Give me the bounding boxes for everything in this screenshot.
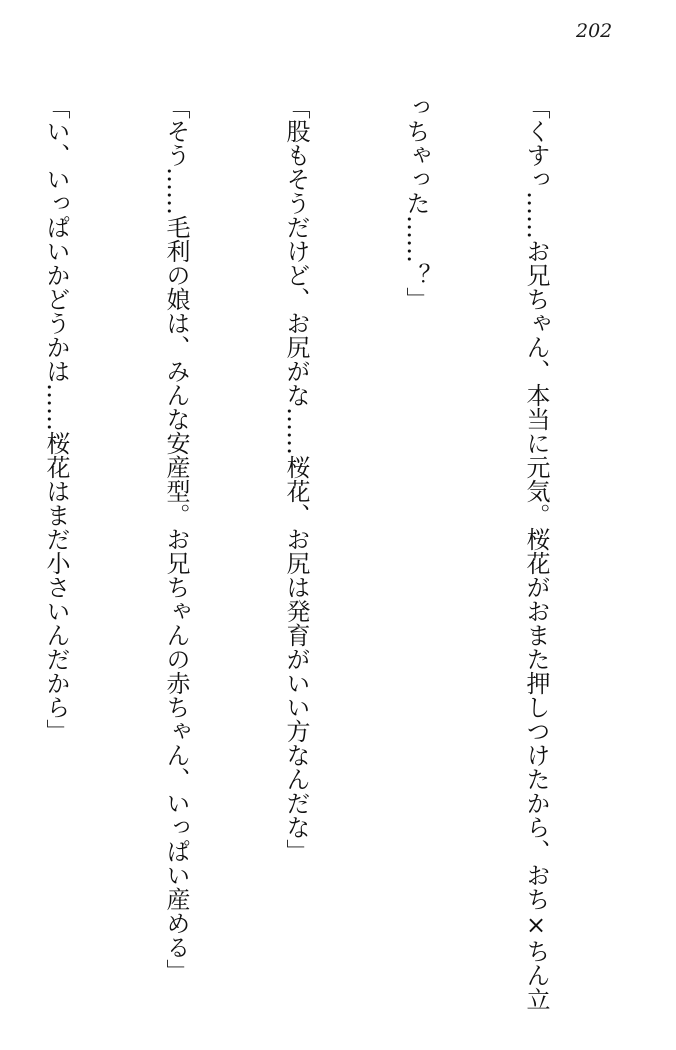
page-number: 202 (576, 20, 613, 42)
text-line: 「そう……毛利の娘は、みんな安産型。お兄ちゃんの赤ちゃん、いっぱい産める」 (162, 95, 190, 983)
body-text (0, 95, 636, 1020)
text-line: 「くすっ……お兄ちゃん、本当に元気。桜花がおまた押しつけたから、おち×ちん立 (522, 95, 550, 1011)
text-line: っちゃった……？」 (402, 95, 430, 311)
text-line: 「股もそうだけど、お尻がな……桜花、お尻は発育がいい方なんだな」 (282, 95, 310, 863)
text-line: 「い、いっぱいかどうかは……桜花はまだ小さいんだから」 (42, 95, 70, 743)
